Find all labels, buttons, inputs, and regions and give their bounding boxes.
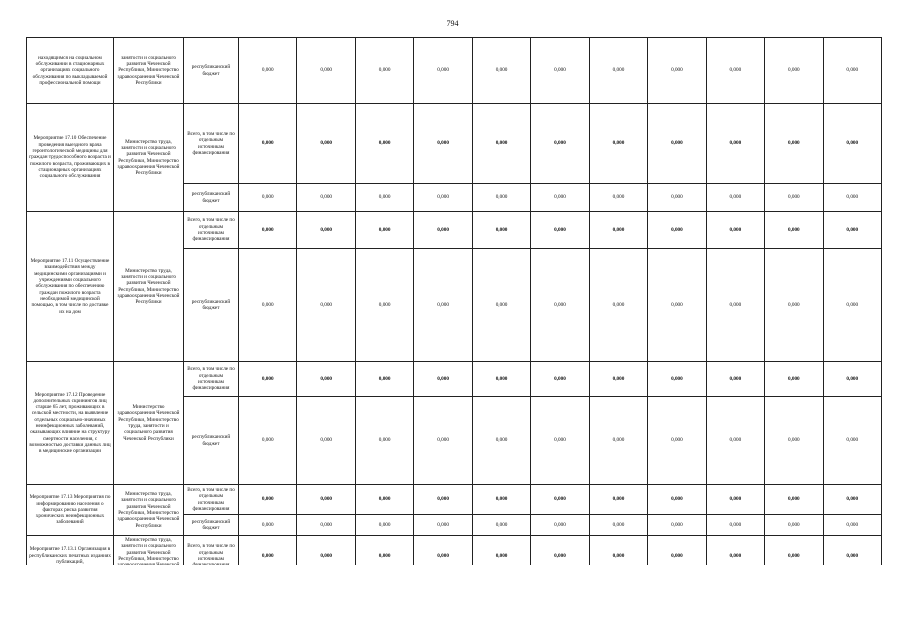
table-row [27, 362, 882, 397]
value-cell: 0,000 [765, 184, 823, 212]
value-cell: 0,000 [297, 362, 355, 397]
value-cell: 0,000 [355, 212, 413, 249]
value-cell: 0,000 [765, 104, 823, 184]
value-cell: 0,000 [589, 397, 647, 485]
value-cell: 0,000 [648, 212, 706, 249]
value-cell: 0,000 [297, 104, 355, 184]
value-cell: 0,000 [706, 212, 764, 249]
measure-cell: Мероприятие 17.11 Осуществление взаимодействия между медицинскими организациями и учреждениями социального обслуживания по обеспечению граждан пожилого возраста необходимой медицинской помощью, в том числе по доставке их на дом [27, 212, 114, 362]
executor-cell: Министерство труда, занятости и социального развития Чеченской Республики, Министерство [114, 536, 184, 577]
value-cell: 0,000 [472, 515, 530, 536]
value-cell: 0,000 [355, 485, 413, 515]
value-cell: 0,000 [823, 485, 881, 515]
value-cell: 0,000 [648, 536, 706, 577]
value-cell: 0,000 [297, 536, 355, 577]
value-cell: 0,000 [823, 212, 881, 249]
value-cell: 0,000 [355, 104, 413, 184]
executor-cell: Министерство здравоохранения Чеченской Республики, Министерство труда, занятости и социального развития Чеченской Республики [114, 362, 184, 485]
value-cell: 0,000 [414, 515, 472, 536]
value-cell: 0,000 [239, 397, 297, 485]
value-cell: 0,000 [355, 362, 413, 397]
value-cell: 0,000 [472, 362, 530, 397]
measure-cell: находящимся на социальном обслуживании в стационарных организациях социального обслуживания по выкладываемой профессиональной помощи [27, 38, 114, 104]
value-cell: 0,000 [648, 104, 706, 184]
value-cell: 0,000 [239, 104, 297, 184]
value-cell: 0,000 [648, 249, 706, 362]
value-cell: 0,000 [239, 485, 297, 515]
value-cell: 0,000 [297, 485, 355, 515]
value-cell: 0,000 [648, 38, 706, 104]
value-cell: 0,000 [414, 485, 472, 515]
value-cell: 0,000 [414, 104, 472, 184]
value-cell: 0,000 [648, 515, 706, 536]
value-cell: 0,000 [589, 38, 647, 104]
value-cell: 0,000 [648, 184, 706, 212]
value-cell: 0,000 [414, 212, 472, 249]
funding-source-cell: республиканский бюджет [184, 397, 239, 485]
value-cell: 0,000 [823, 536, 881, 577]
value-cell: 0,000 [414, 38, 472, 104]
value-cell: 0,000 [472, 249, 530, 362]
value-cell: 0,000 [531, 249, 589, 362]
value-cell: 0,000 [706, 362, 764, 397]
value-cell: 0,000 [414, 536, 472, 577]
value-cell: 0,000 [239, 515, 297, 536]
value-cell: 0,000 [297, 184, 355, 212]
measure-cell: Мероприятие 17.13 Мероприятия по информированию населения о факторах риска развития хронических неинфекционных заболеваний [27, 485, 114, 536]
value-cell: 0,000 [648, 362, 706, 397]
value-cell: 0,000 [355, 515, 413, 536]
value-cell: 0,000 [706, 397, 764, 485]
value-cell: 0,000 [531, 38, 589, 104]
value-cell: 0,000 [355, 536, 413, 577]
value-cell: 0,000 [706, 38, 764, 104]
value-cell: 0,000 [239, 212, 297, 249]
value-cell: 0,000 [589, 536, 647, 577]
value-cell: 0,000 [531, 362, 589, 397]
value-cell: 0,000 [239, 249, 297, 362]
value-cell: 0,000 [589, 212, 647, 249]
value-cell: 0,000 [531, 212, 589, 249]
funding-source-cell: республиканский бюджет [184, 184, 239, 212]
executor-cell: Министерство труда, занятости и социального развития Чеченской Республики, Министерство здравоохранения Чеченской Республики [114, 104, 184, 212]
value-cell: 0,000 [531, 104, 589, 184]
value-cell: 0,000 [355, 249, 413, 362]
measure-cell: Мероприятие 17.13.1 Организация в республиканских печатных изданиях публикаций, [27, 536, 114, 577]
value-cell: 0,000 [297, 249, 355, 362]
executor-cell: Министерство труда, занятости и социального развития Чеченской Республики, Министерство здравоохранения Чеченской Республики [114, 212, 184, 362]
value-cell: 0,000 [297, 397, 355, 485]
value-cell: 0,000 [765, 397, 823, 485]
executor-cell: занятости и социального развития Чеченской Республики, Министерство здравоохранения Чеченской Республики [114, 38, 184, 104]
value-cell: 0,000 [414, 397, 472, 485]
value-cell: 0,000 [823, 104, 881, 184]
value-cell: 0,000 [472, 184, 530, 212]
value-cell: 0,000 [531, 397, 589, 485]
funding-source-cell: Всего, в том числе по отдельным источникам финансирования [184, 485, 239, 515]
table-row [27, 212, 882, 249]
table-row [27, 104, 882, 184]
value-cell: 0,000 [589, 485, 647, 515]
value-cell: 0,000 [239, 184, 297, 212]
value-cell: 0,000 [765, 485, 823, 515]
value-cell: 0,000 [239, 38, 297, 104]
value-cell: 0,000 [765, 212, 823, 249]
budget-table [26, 37, 882, 577]
page-number: 794 [446, 19, 459, 28]
value-cell: 0,000 [531, 485, 589, 515]
value-cell: 0,000 [472, 485, 530, 515]
value-cell: 0,000 [297, 515, 355, 536]
funding-source-cell: республиканский бюджет [184, 249, 239, 362]
value-cell: 0,000 [589, 249, 647, 362]
value-cell: 0,000 [414, 249, 472, 362]
value-cell: 0,000 [823, 362, 881, 397]
value-cell: 0,000 [297, 38, 355, 104]
page-bottom-margin [0, 565, 905, 640]
value-cell: 0,000 [589, 104, 647, 184]
funding-source-cell: Всего, в том числе по отдельным источникам финансирования [184, 362, 239, 397]
value-cell: 0,000 [297, 212, 355, 249]
value-cell: 0,000 [823, 38, 881, 104]
value-cell: 0,000 [355, 38, 413, 104]
funding-source-cell: республиканский бюджет [184, 515, 239, 536]
value-cell: 0,000 [765, 515, 823, 536]
value-cell: 0,000 [706, 104, 764, 184]
value-cell: 0,000 [531, 184, 589, 212]
table-row [27, 485, 882, 515]
value-cell: 0,000 [414, 362, 472, 397]
value-cell: 0,000 [531, 515, 589, 536]
value-cell: 0,000 [414, 184, 472, 212]
value-cell: 0,000 [472, 397, 530, 485]
value-cell: 0,000 [648, 397, 706, 485]
measure-cell: Мероприятие 17.12 Проведение дополнительных скринингов лиц старше 65 лет, проживающих в сельской местности, на выявление отдельных социально-значимых неинфекционных заболеваний, оказывающих влияние на структуру смертности населения, с возможностью доставки данных лиц в медицинские организации [27, 362, 114, 485]
value-cell: 0,000 [239, 536, 297, 577]
funding-source-cell: Всего, в том числе по отдельным источникам [184, 536, 239, 577]
value-cell: 0,000 [765, 249, 823, 362]
value-cell: 0,000 [589, 515, 647, 536]
measure-cell: Мероприятие 17.10 Обеспечение проведения выездного врача геронтологической медицины для граждан трудоспособного возраста и пожилого возраста, проживающих в стационарных организациях социального обслуживания [27, 104, 114, 212]
value-cell: 0,000 [823, 184, 881, 212]
funding-source-cell: республиканский бюджет [184, 38, 239, 104]
value-cell: 0,000 [765, 362, 823, 397]
value-cell: 0,000 [706, 515, 764, 536]
value-cell: 0,000 [239, 362, 297, 397]
value-cell: 0,000 [355, 184, 413, 212]
value-cell: 0,000 [823, 249, 881, 362]
value-cell: 0,000 [823, 397, 881, 485]
funding-source-cell: Всего, в том числе по отдельным источникам финансирования [184, 104, 239, 184]
table-row [27, 38, 882, 104]
value-cell: 0,000 [706, 249, 764, 362]
value-cell: 0,000 [706, 485, 764, 515]
value-cell: 0,000 [765, 38, 823, 104]
value-cell: 0,000 [472, 212, 530, 249]
value-cell: 0,000 [765, 536, 823, 577]
executor-cell: Министерство труда, занятости и социального развития Чеченской Республики, Министерство здравоохранения Чеченской Республики [114, 485, 184, 536]
value-cell: 0,000 [823, 515, 881, 536]
value-cell: 0,000 [706, 184, 764, 212]
value-cell: 0,000 [589, 362, 647, 397]
value-cell: 0,000 [472, 104, 530, 184]
funding-source-cell: Всего, в том числе по отдельным источникам финансирования [184, 212, 239, 249]
value-cell: 0,000 [472, 536, 530, 577]
value-cell: 0,000 [589, 184, 647, 212]
value-cell: 0,000 [472, 38, 530, 104]
value-cell: 0,000 [648, 485, 706, 515]
value-cell: 0,000 [531, 536, 589, 577]
value-cell: 0,000 [355, 397, 413, 485]
value-cell: 0,000 [706, 536, 764, 577]
